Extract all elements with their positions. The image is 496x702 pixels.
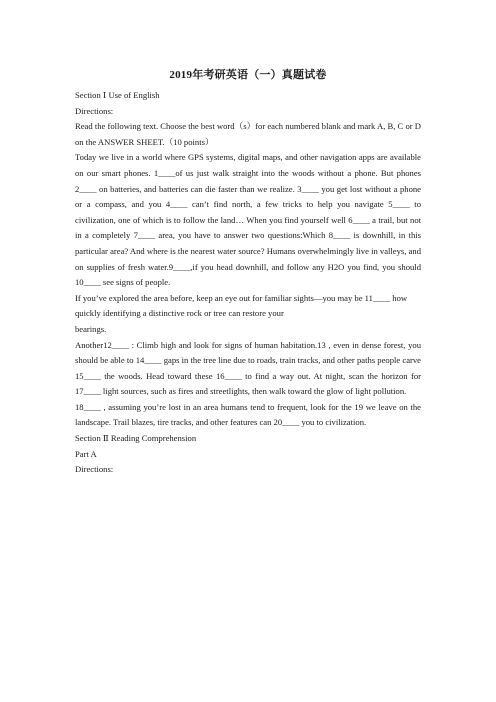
directions-label: Directions: <box>75 105 114 116</box>
directions-text: Read the following text. Choose the best word（s）for each numbered blank and mark A, B, C or D on the ANSWER SHEET.（10 points） <box>75 121 421 147</box>
directions-2-label: Directions: <box>75 464 114 475</box>
section-2-heading: Section Ⅱ Reading Comprehension <box>75 433 197 444</box>
passage-paragraph-1: Today we live in a world where GPS systems, digital maps, and other navigation apps are available on our smart phones. 1____of us just walk straight into the woods without a phone. But phones 2____ on batteries, and batteries can die faster than we realize. 3____ you get lost without a phone or a compass, and you 4____ can’t find north, a few tricks to help you navigate 5____ to civilization, one of which is to follow the land… When you find yourself well 6____ a trail, but not in a completely 7____ area, you have to answer two questions:Which 8____ is downhill, in this particular area? And where is the nearest water source? Humans overwhelmingly live in valleys, and on supplies of fresh water.9____,if you head downhill, and follow any H2O you find, you should 10____ see signs of people. <box>75 152 421 288</box>
passage-paragraph-3: Another12____ : Climb high and look for signs of human habitation.13 , even in dense forest, you should be able to 14____ gaps in the tree line due to roads, train tracks, and other paths people carve 15____ the woods. Head toward these 16____ to find a way out. At night, scan the horizon for 17____ light sources, such as fires and streetlights, then walk toward the glow of light pollution. <box>75 339 421 397</box>
passage-paragraph-4: 18____ , assuming you’re lost in an area humans tend to frequent, look for the 19 we leave on the landscape. Trail blazes, tire tracks, and other features can 20____ you to civilization. <box>75 401 421 428</box>
passage-paragraph-2: If you’ve explored the area before, keep an eye out for familiar sights—you may be 11____ how quickly identifying a distinctive rock or tree can restore your <box>75 292 408 319</box>
section-1-heading: Section Ⅰ Use of English <box>75 90 160 100</box>
part-a-label: Part A <box>75 448 97 459</box>
exam-title: 2019年考研英语（一）真题试卷 <box>169 69 327 81</box>
passage-paragraph-2-end: bearings. <box>75 323 107 334</box>
exam-body <box>75 88 421 478</box>
